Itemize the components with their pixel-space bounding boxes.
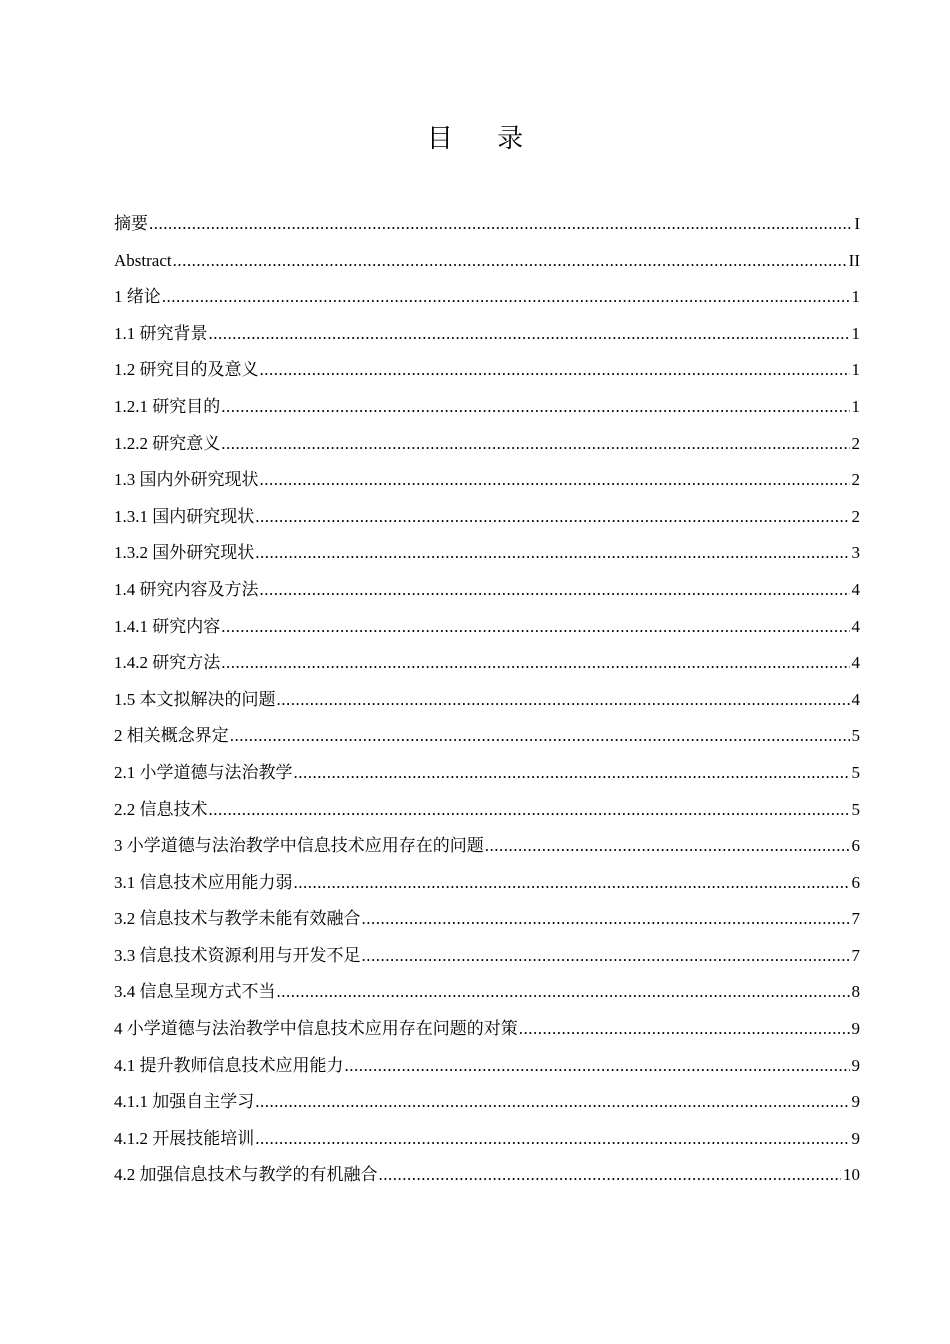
toc-entry-label: 1.4 研究内容及方法 bbox=[114, 579, 259, 599]
toc-entry-label: 1.5 本文拟解决的问题 bbox=[114, 689, 276, 709]
toc-entry-label: 4.2 加强信息技术与教学的有机融合 bbox=[114, 1165, 378, 1185]
toc-entry-label: 3.4 信息呈现方式不当 bbox=[114, 982, 276, 1002]
toc-entry[interactable] bbox=[114, 426, 860, 463]
toc-entry-label: 1.1 研究背景 bbox=[114, 323, 208, 343]
toc-dot-leader bbox=[255, 1084, 849, 1121]
toc-dot-leader bbox=[379, 1157, 842, 1194]
toc-dot-leader bbox=[255, 535, 849, 572]
toc-dot-leader bbox=[362, 901, 850, 938]
toc-title: 目 录 bbox=[426, 124, 542, 154]
toc-dot-leader bbox=[209, 316, 850, 353]
toc-entry[interactable] bbox=[114, 1121, 860, 1158]
toc-dot-leader bbox=[173, 243, 847, 280]
toc-entry-page-number: 4 bbox=[851, 579, 860, 599]
toc-entry-label: 3.1 信息技术应用能力弱 bbox=[114, 872, 293, 892]
toc-dot-leader bbox=[519, 1011, 850, 1048]
toc-entry[interactable] bbox=[114, 682, 860, 719]
toc-entry-page-number: 4 bbox=[851, 689, 860, 709]
toc-entry-page-number: 2 bbox=[851, 470, 860, 490]
toc-entry-label: 1.3 国内外研究现状 bbox=[114, 470, 259, 490]
toc-entry[interactable] bbox=[114, 1011, 860, 1048]
toc-entry[interactable] bbox=[114, 938, 860, 975]
toc-entry[interactable] bbox=[114, 645, 860, 682]
toc-entry-page-number: 9 bbox=[851, 1092, 860, 1112]
toc-entry[interactable] bbox=[114, 389, 860, 426]
toc-dot-leader bbox=[277, 974, 850, 1011]
toc-entry-page-number: 2 bbox=[851, 506, 860, 526]
toc-entry-label: 4.1.2 开展技能培训 bbox=[114, 1128, 255, 1148]
toc-entry-page-number: I bbox=[854, 214, 860, 233]
toc-entry-label: 4 小学道德与法治教学中信息技术应用存在问题的对策 bbox=[114, 1019, 518, 1039]
toc-dot-leader bbox=[221, 389, 849, 426]
toc-entry[interactable] bbox=[114, 243, 860, 280]
toc-entry-page-number: 1 bbox=[851, 323, 860, 343]
toc-dot-leader bbox=[260, 352, 850, 389]
toc-entry[interactable] bbox=[114, 462, 860, 499]
toc-entry-label: 2.1 小学道德与法治教学 bbox=[114, 762, 293, 782]
toc-entry-page-number: 5 bbox=[851, 726, 860, 746]
toc-entry-page-number: 7 bbox=[851, 945, 860, 965]
toc-entry[interactable] bbox=[114, 1084, 860, 1121]
toc-entry[interactable] bbox=[114, 352, 860, 389]
toc-entry-page-number: 6 bbox=[851, 872, 860, 892]
toc-entry-page-number: 4 bbox=[851, 653, 860, 673]
toc-dot-leader bbox=[230, 718, 850, 755]
toc-entry-label: 3.3 信息技术资源利用与开发不足 bbox=[114, 945, 361, 965]
toc-entry[interactable] bbox=[114, 828, 860, 865]
toc-dot-leader bbox=[277, 682, 850, 719]
toc-entry-page-number: 1 bbox=[851, 360, 860, 380]
toc-entry-page-number: 7 bbox=[851, 909, 860, 929]
toc-entry-label: 1 绪论 bbox=[114, 287, 161, 307]
toc-entry[interactable] bbox=[114, 792, 860, 829]
toc-entry[interactable] bbox=[114, 572, 860, 609]
toc-list bbox=[114, 206, 860, 1194]
toc-dot-leader bbox=[362, 938, 850, 975]
toc-entry-label: Abstract bbox=[114, 250, 172, 270]
toc-dot-leader bbox=[209, 792, 850, 829]
toc-entry-label: 1.4.2 研究方法 bbox=[114, 653, 221, 673]
toc-dot-leader bbox=[221, 426, 849, 463]
toc-dot-leader bbox=[260, 572, 850, 609]
toc-entry[interactable] bbox=[114, 974, 860, 1011]
toc-entry[interactable] bbox=[114, 1157, 860, 1194]
toc-entry[interactable] bbox=[114, 206, 860, 243]
toc-dot-leader bbox=[345, 1048, 850, 1085]
toc-entry[interactable] bbox=[114, 279, 860, 316]
toc-entry-label: 2 相关概念界定 bbox=[114, 726, 229, 746]
toc-entry-page-number: 10 bbox=[843, 1165, 860, 1185]
toc-entry[interactable] bbox=[114, 755, 860, 792]
toc-entry-label: 3 小学道德与法治教学中信息技术应用存在的问题 bbox=[114, 836, 484, 856]
toc-entry[interactable] bbox=[114, 1048, 860, 1085]
toc-entry-label: 3.2 信息技术与教学未能有效融合 bbox=[114, 909, 361, 929]
toc-entry-page-number: II bbox=[848, 250, 860, 270]
toc-entry-label: 4.1 提升教师信息技术应用能力 bbox=[114, 1055, 344, 1075]
toc-entry[interactable] bbox=[114, 499, 860, 536]
toc-entry[interactable] bbox=[114, 609, 860, 646]
toc-entry[interactable] bbox=[114, 865, 860, 902]
toc-entry-label: 1.2.1 研究目的 bbox=[114, 396, 221, 416]
toc-entry-label: 1.3.1 国内研究现状 bbox=[114, 506, 255, 526]
toc-entry-label: 1.4.1 研究内容 bbox=[114, 616, 221, 636]
toc-entry-label: 4.1.1 加强自主学习 bbox=[114, 1092, 255, 1112]
toc-dot-leader bbox=[221, 609, 849, 646]
toc-entry-page-number: 8 bbox=[851, 982, 860, 1002]
toc-entry-label: 1.3.2 国外研究现状 bbox=[114, 543, 255, 563]
toc-dot-leader bbox=[255, 1121, 849, 1158]
toc-entry-page-number: 9 bbox=[851, 1019, 860, 1039]
toc-dot-leader bbox=[260, 462, 850, 499]
toc-entry[interactable] bbox=[114, 901, 860, 938]
toc-dot-leader bbox=[294, 755, 850, 792]
toc-dot-leader bbox=[294, 865, 850, 902]
toc-dot-leader bbox=[485, 828, 850, 865]
toc-entry[interactable] bbox=[114, 718, 860, 755]
toc-entry[interactable] bbox=[114, 535, 860, 572]
toc-entry-page-number: 9 bbox=[851, 1055, 860, 1075]
toc-dot-leader bbox=[149, 206, 852, 243]
toc-entry-page-number: 4 bbox=[851, 616, 860, 636]
toc-entry[interactable] bbox=[114, 316, 860, 353]
toc-entry-page-number: 1 bbox=[851, 396, 860, 416]
toc-entry-label: 1.2.2 研究意义 bbox=[114, 433, 221, 453]
toc-entry-label: 2.2 信息技术 bbox=[114, 799, 208, 819]
toc-entry-page-number: 2 bbox=[851, 433, 860, 453]
toc-entry-page-number: 5 bbox=[851, 799, 860, 819]
toc-entry-page-number: 5 bbox=[851, 762, 860, 782]
toc-dot-leader bbox=[162, 279, 850, 316]
toc-entry-page-number: 9 bbox=[851, 1128, 860, 1148]
toc-entry-label: 1.2 研究目的及意义 bbox=[114, 360, 259, 380]
toc-entry-page-number: 6 bbox=[851, 836, 860, 856]
toc-entry-page-number: 3 bbox=[851, 543, 860, 563]
toc-dot-leader bbox=[221, 645, 849, 682]
toc-entry-page-number: 1 bbox=[851, 287, 860, 307]
toc-entry-label: 摘要 bbox=[114, 214, 148, 233]
toc-dot-leader bbox=[255, 499, 849, 536]
